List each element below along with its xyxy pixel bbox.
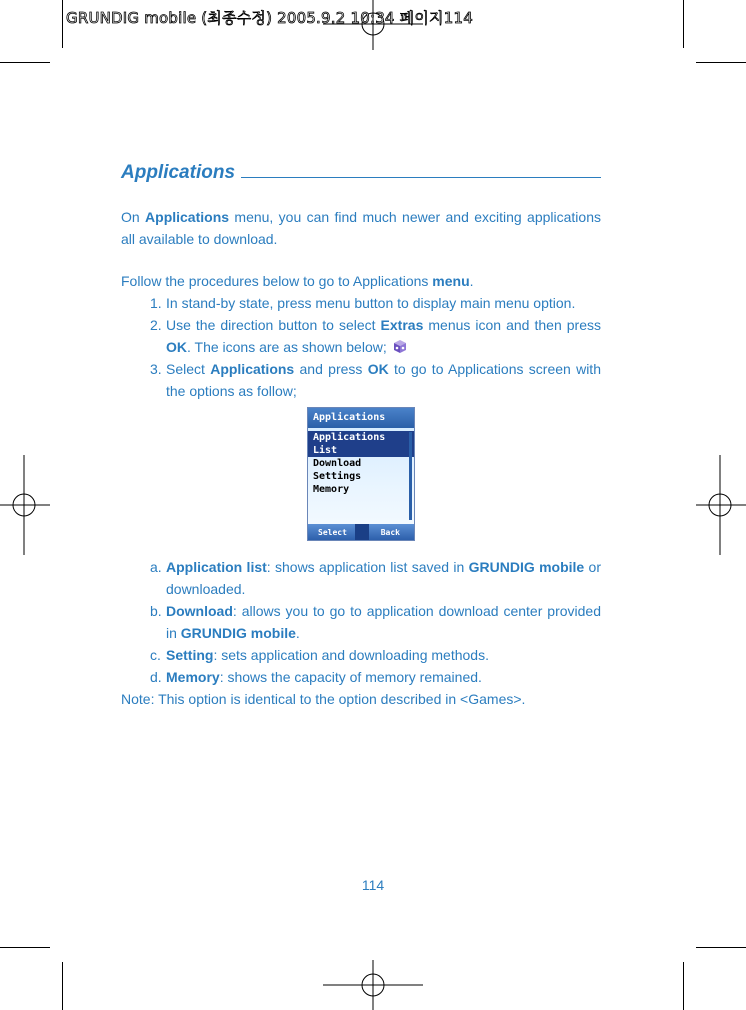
section-title: Applications <box>121 162 236 183</box>
page-number: 114 <box>361 877 385 893</box>
extras-cube-icon <box>391 338 409 352</box>
list-item: a. Application list: shows application list saved in GRUNDIG mobile or downloaded. <box>150 559 601 597</box>
select-softkey[interactable]: Select <box>318 527 347 537</box>
phone-menu-item-applications-list[interactable]: Applications List <box>308 431 414 457</box>
phone-menu-item-memory[interactable]: Memory <box>313 484 350 495</box>
phone-screen-title: Applications <box>308 408 414 428</box>
crop-mark <box>696 62 746 63</box>
note-text: Note: This option is identical to the option described in <Games>. <box>121 691 526 707</box>
phone-screen <box>307 407 415 541</box>
crop-mark <box>62 962 63 1010</box>
registration-crosshair-icon <box>323 960 423 1010</box>
crop-mark <box>696 947 746 948</box>
back-softkey[interactable]: Back <box>380 527 400 537</box>
list-item: 2. Use the direction button to select Extras menus icon and then press OK. The icons are as shown below; <box>150 317 601 355</box>
crop-mark <box>62 0 63 48</box>
heading-rule <box>241 165 601 178</box>
steps-list <box>121 292 601 402</box>
list-item: 3. Select Applications and press OK to go to Applications screen with the options as follow; <box>150 361 601 399</box>
phone-menu-item-settings[interactable]: Settings <box>313 471 362 482</box>
list-item: 1. In stand-by state, press menu button to display main menu option. <box>150 295 576 311</box>
crop-mark <box>683 0 684 48</box>
crop-mark <box>683 962 684 1010</box>
phone-center-key <box>355 524 369 540</box>
list-item: c. Setting: sets application and downloading methods. <box>150 647 489 663</box>
section-heading <box>121 162 601 184</box>
crop-mark <box>0 947 50 948</box>
phone-screenshot-wrapper <box>121 404 601 550</box>
page-content <box>121 162 601 710</box>
options-list <box>121 556 601 688</box>
print-slug: GRUNDIG mobile (최종수정) 2005.9.2 10:34 페이지114 <box>66 9 473 27</box>
crop-mark <box>0 62 50 63</box>
registration-crosshair-icon <box>696 455 746 555</box>
list-item: b. Download: allows you to go to application download center provided in GRUNDIG mobile. <box>150 603 601 641</box>
intro-paragraph: On Applications menu, you can find much newer and exciting applications all available to download. <box>121 209 601 247</box>
list-item: d. Memory: shows the capacity of memory remained. <box>150 669 482 685</box>
phone-scrollbar <box>409 432 412 520</box>
phone-menu-item-download[interactable]: Download <box>313 458 362 469</box>
procedure-paragraph: Follow the procedures below to go to Applications menu. <box>121 273 474 289</box>
registration-crosshair-icon <box>0 455 50 555</box>
